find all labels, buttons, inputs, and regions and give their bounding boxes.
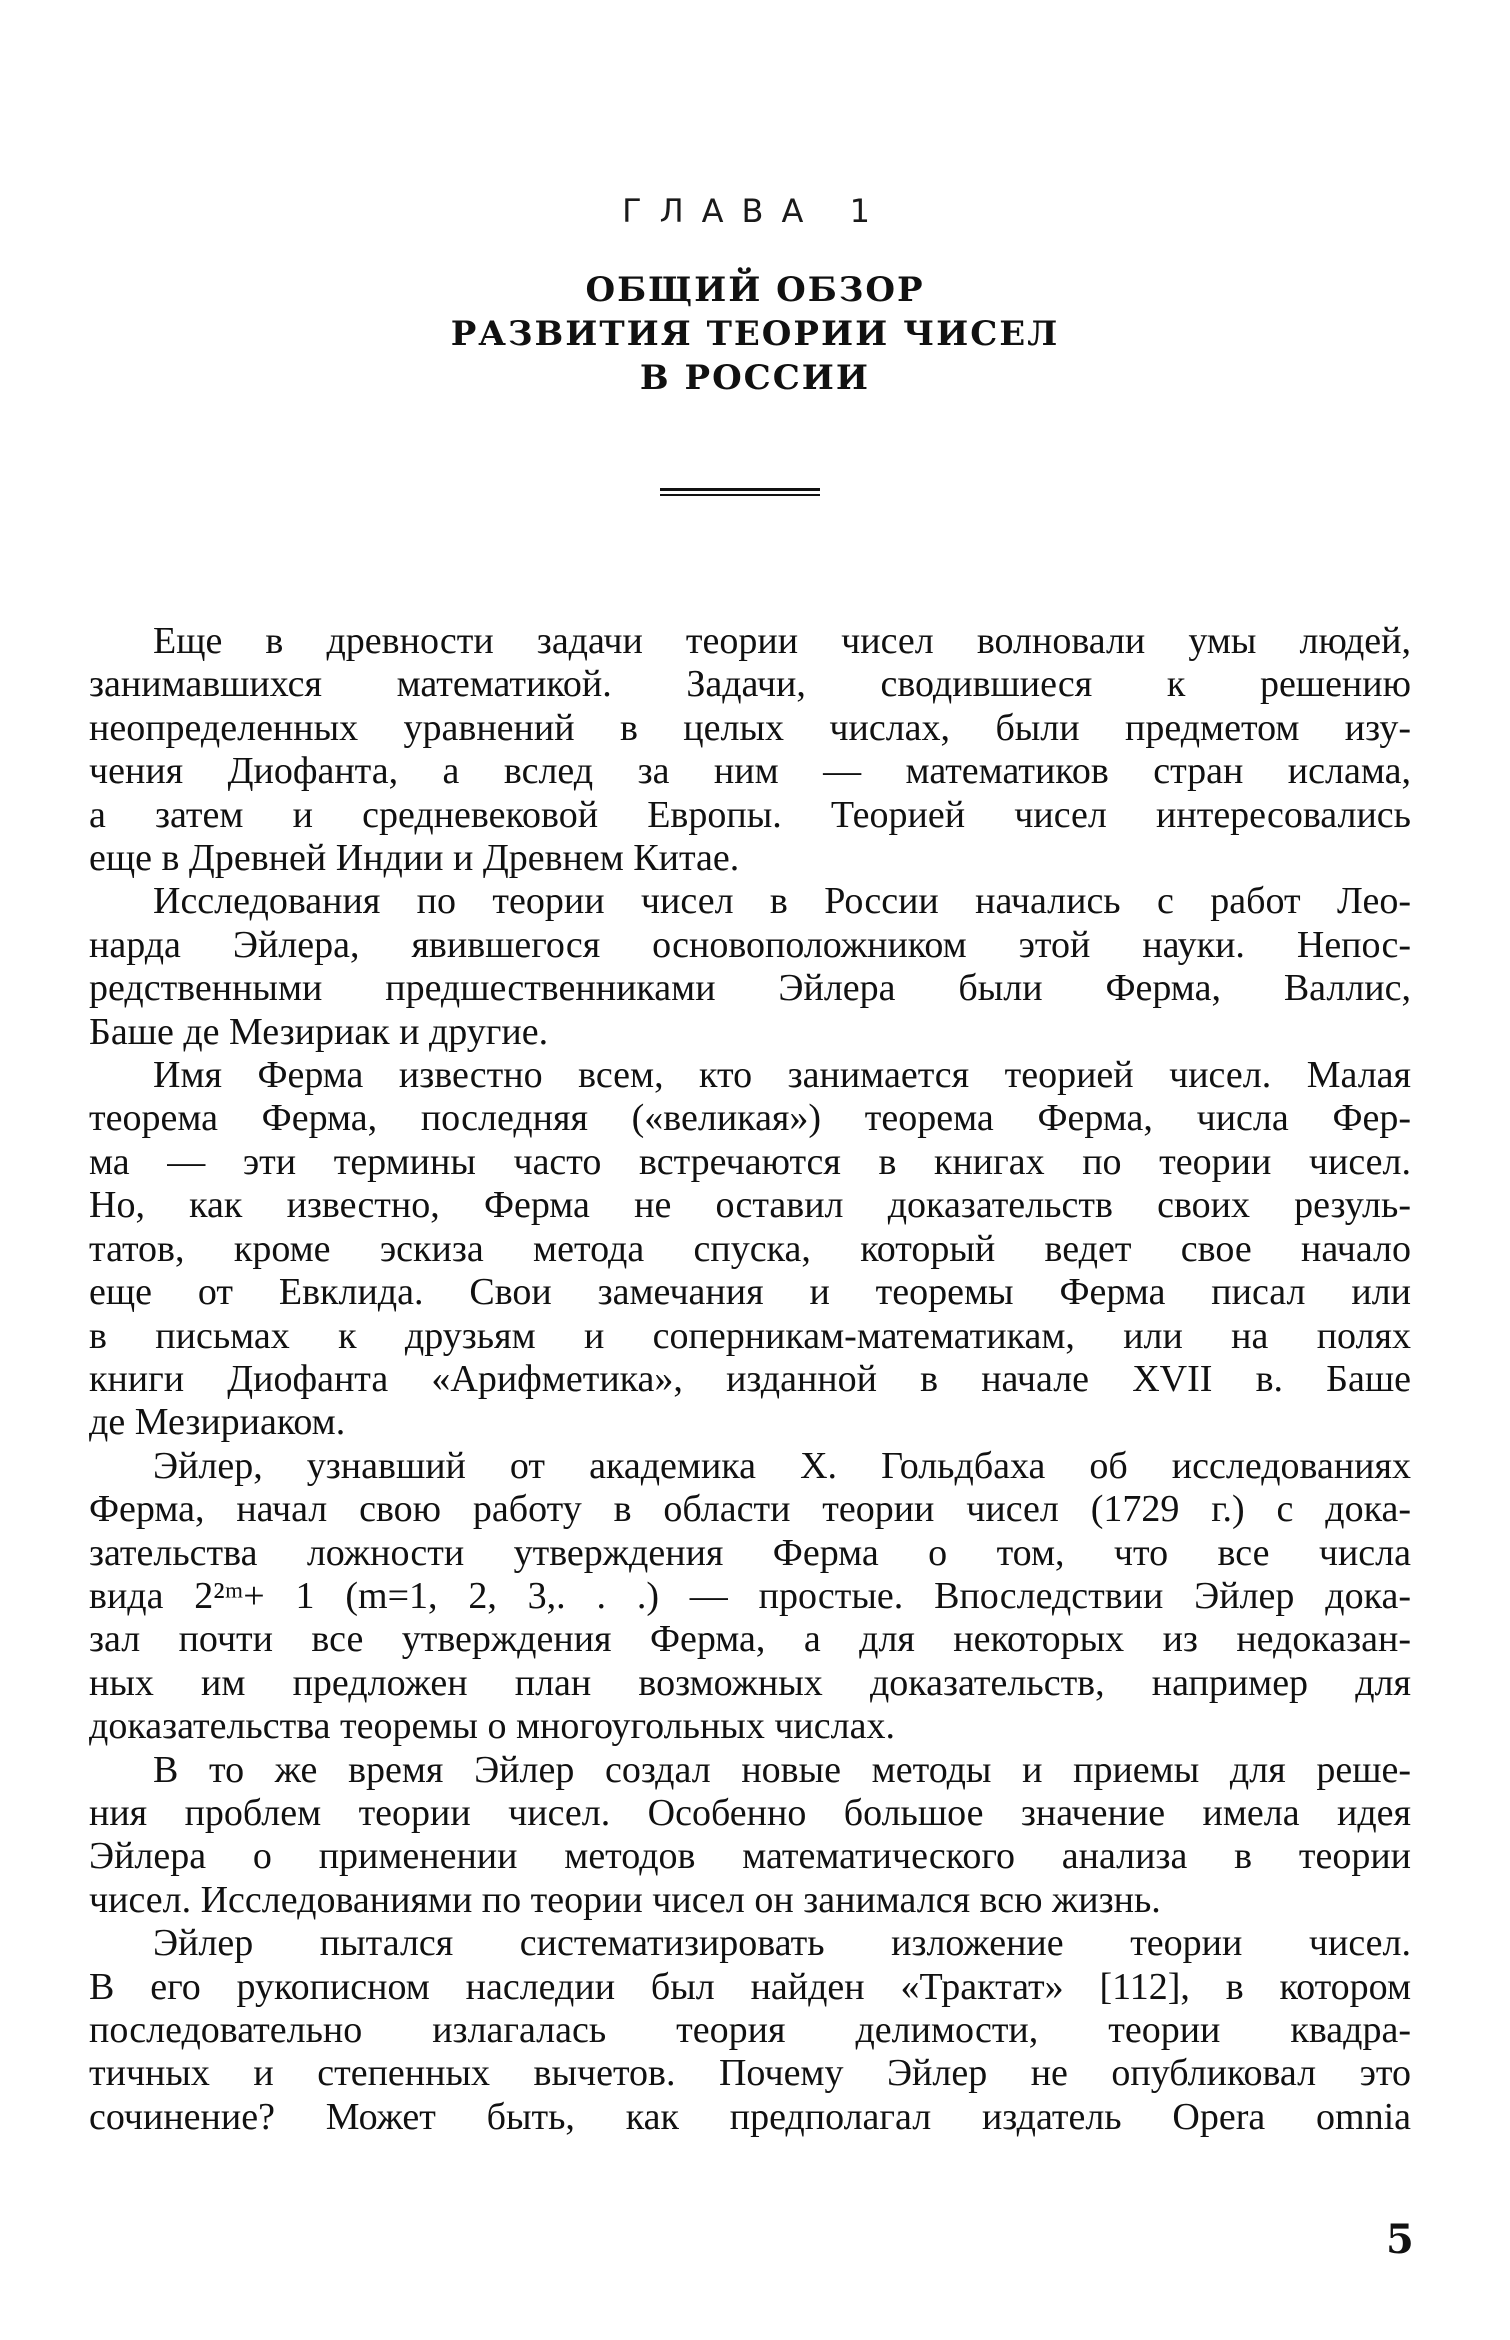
paragraph xyxy=(89,1922,1411,2139)
title-ornament-rule xyxy=(660,488,820,498)
ornament-thick-line xyxy=(660,488,820,491)
text-line: а затем и средневековой Европы. Теорией чисел интересовались xyxy=(89,793,1411,836)
text-line: зательства ложности утверждения Ферма о том, что все числа xyxy=(89,1531,1411,1574)
chapter-title-line: В РОССИИ xyxy=(639,358,871,398)
chapter-title-line: РАЗВИТИЯ ТЕОРИИ ЧИСЕЛ xyxy=(450,314,1060,354)
body-text xyxy=(89,620,1411,2139)
paragraph xyxy=(89,1749,1411,1923)
text-line: Ферма, начал свою работу в области теории чисел (1729 г.) с дока- xyxy=(89,1488,1411,1531)
text-line: чения Диофанта, а вслед за ним — математиков стран ислама, xyxy=(89,750,1411,793)
text-line: неопределенных уравнений в целых числах, были предметом изу- xyxy=(89,706,1411,749)
text-line: теорема Ферма, последняя («великая») теорема Ферма, числа Фер- xyxy=(89,1097,1411,1140)
ornament-thin-line xyxy=(660,494,820,496)
paragraph xyxy=(89,1445,1411,1749)
text-line: Еще в древности задачи теории чисел волновали умы людей, xyxy=(153,620,1411,662)
text-line: книги Диофанта «Арифметика», изданной в начале XVII в. Баше xyxy=(89,1357,1411,1400)
text-line: Но, как известно, Ферма не оставил доказательств своих резуль- xyxy=(89,1184,1411,1227)
chapter-title-line: ОБЩИЙ ОБЗОР xyxy=(585,270,925,310)
text-line: Эйлера о применении методов математического анализа в теории xyxy=(89,1835,1411,1878)
text-line: Эйлер, узнавший от академика Х. Гольдбаха об исследованиях xyxy=(153,1444,1411,1487)
paragraph xyxy=(89,880,1411,1054)
text-line: вида 2²ᵐ+ 1 (m=1, 2, 3,. . .) — простые. Впоследствии Эйлер дока- xyxy=(89,1574,1411,1617)
text-line: еще от Евклида. Свои замечания и теоремы Ферма писал или xyxy=(89,1271,1411,1314)
chapter-title xyxy=(0,268,1510,400)
text-line: Имя Ферма известно всем, кто занимается теорией чисел. Малая xyxy=(153,1054,1411,1097)
text-line: ных им предложен план возможных доказательств, например для xyxy=(89,1661,1411,1704)
page-number: 5 xyxy=(1386,2216,1414,2263)
text-line: нарда Эйлера, явившегося основоположником этой науки. Непос- xyxy=(89,923,1411,966)
text-line: Эйлер пытался систематизировать изложение теории чисел. xyxy=(153,1922,1411,1965)
text-line: редственными предшественниками Эйлера были Ферма, Валлис, xyxy=(89,967,1411,1010)
text-line: в письмах к друзьям и соперникам-математикам, или на полях xyxy=(89,1314,1411,1357)
text-line: татов, кроме эскиза метода спуска, который ведет свое начало xyxy=(89,1227,1411,1270)
text-line: доказательства теоремы о многоугольных числах. xyxy=(89,1705,895,1748)
text-line: ния проблем теории чисел. Особенно большое значение имела идея xyxy=(89,1791,1411,1834)
text-line: Исследования по теории чисел в России начались с работ Лео- xyxy=(153,880,1411,923)
text-line: В его рукописном наследии был найден «Трактат» [112], в котором xyxy=(89,1965,1411,2008)
text-line: зал почти все утверждения Ферма, а для некоторых из недоказан- xyxy=(89,1618,1411,1661)
text-line: ма — эти термины часто встречаются в книгах по теории чисел. xyxy=(89,1140,1411,1183)
text-line: чисел. Исследованиями по теории чисел он занимался всю жизнь. xyxy=(89,1878,1161,1921)
text-line: последовательно излагалась теория делимости, теории квадра- xyxy=(89,2009,1411,2051)
text-line: Баше де Мезириак и другие. xyxy=(89,1010,549,1053)
text-line: тичных и степенных вычетов. Почему Эйлер не опубликовал это xyxy=(89,2052,1411,2095)
text-line: сочинение? Может быть, как предполагал издатель Opera omnia xyxy=(89,2095,1411,2138)
text-line: занимавшихся математикой. Задачи, сводившиеся к решению xyxy=(89,663,1411,706)
paragraph xyxy=(89,620,1411,880)
text-line: еще в Древней Индии и Древнем Китае. xyxy=(89,837,740,880)
paragraph xyxy=(89,1054,1411,1445)
chapter-label: ГЛАВА 1 xyxy=(622,192,888,230)
text-line: В то же время Эйлер создал новые методы и приемы для реше- xyxy=(153,1748,1411,1791)
text-line: де Мезириаком. xyxy=(89,1401,346,1444)
